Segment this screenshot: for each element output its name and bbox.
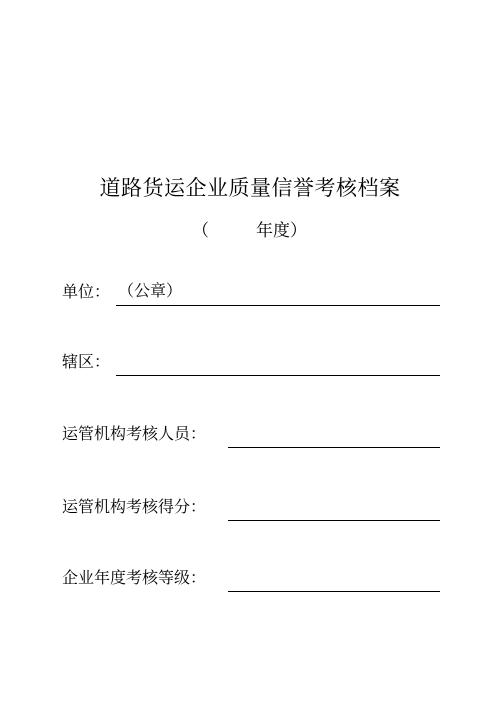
- unit-field: [62, 280, 442, 306]
- unit-label: 单位：: [62, 282, 111, 301]
- year-word: 年度）: [256, 221, 307, 241]
- document-title: 道路货运企业质量信誉考核档案: [99, 176, 401, 200]
- score-field: [62, 495, 442, 521]
- score-input-line[interactable]: [228, 496, 440, 521]
- district-label: 辖区：: [62, 352, 111, 371]
- grade-input-line[interactable]: [228, 567, 440, 592]
- score-label: 运管机构考核得分：: [62, 497, 207, 516]
- unit-input-line[interactable]: [116, 281, 440, 306]
- grade-field: [62, 566, 442, 592]
- unit-value: （公章）: [118, 281, 183, 300]
- inspector-field: [62, 422, 442, 448]
- year-line: [0, 216, 500, 240]
- grade-label: 企业年度考核等级：: [62, 568, 207, 587]
- district-input-line[interactable]: [116, 351, 440, 376]
- inspector-label: 运管机构考核人员：: [62, 424, 207, 443]
- inspector-input-line[interactable]: [228, 423, 440, 448]
- year-open-paren: （: [192, 221, 209, 241]
- district-field: [62, 350, 442, 376]
